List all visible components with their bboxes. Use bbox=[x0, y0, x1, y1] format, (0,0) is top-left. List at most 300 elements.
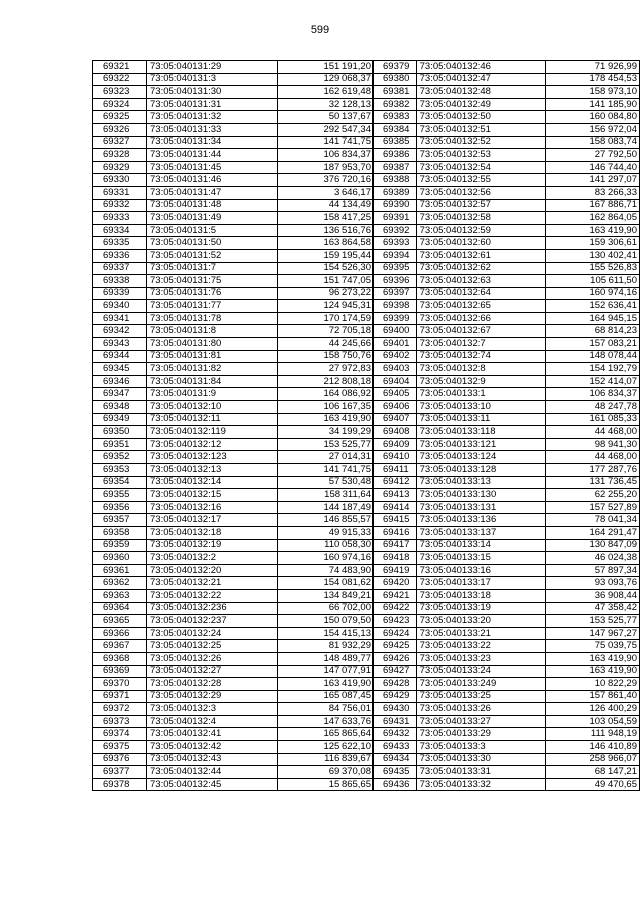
value-cell: 163 864,58 bbox=[278, 237, 374, 250]
cadastral-number-cell: 73:05:040132:24 bbox=[147, 627, 278, 640]
value-cell: 15 865,65 bbox=[278, 778, 374, 791]
row-number-cell: 69412 bbox=[373, 476, 417, 489]
row-number-cell: 69346 bbox=[93, 375, 147, 388]
table-row bbox=[93, 514, 374, 527]
value-cell: 153 525,77 bbox=[278, 438, 374, 451]
cadastral-number-cell: 73:05:040132:58 bbox=[416, 212, 545, 225]
value-cell: 154 526,30 bbox=[278, 262, 374, 275]
cadastral-number-cell: 73:05:040132:53 bbox=[416, 149, 545, 162]
value-cell: 159 195,44 bbox=[278, 249, 374, 262]
row-number-cell: 69431 bbox=[373, 715, 417, 728]
cadastral-number-cell: 73:05:040131:5 bbox=[147, 224, 278, 237]
table-row bbox=[93, 753, 374, 766]
value-cell: 154 415,13 bbox=[278, 627, 374, 640]
row-number-cell: 69404 bbox=[373, 375, 417, 388]
row-number-cell: 69374 bbox=[93, 728, 147, 741]
cadastral-number-cell: 73:05:040131:77 bbox=[147, 300, 278, 313]
table-row bbox=[373, 338, 640, 351]
row-number-cell: 69398 bbox=[373, 300, 417, 313]
row-number-cell: 69386 bbox=[373, 149, 417, 162]
row-number-cell: 69356 bbox=[93, 501, 147, 514]
row-number-cell: 69339 bbox=[93, 287, 147, 300]
row-number-cell: 69344 bbox=[93, 350, 147, 363]
cadastral-number-cell: 73:05:040132:237 bbox=[147, 615, 278, 628]
cadastral-number-cell: 73:05:040132:26 bbox=[147, 652, 278, 665]
cadastral-number-cell: 73:05:040133:17 bbox=[416, 577, 545, 590]
cadastral-number-cell: 73:05:040133:15 bbox=[416, 552, 545, 565]
value-cell: 129 068,37 bbox=[278, 73, 374, 86]
value-cell: 151 191,20 bbox=[278, 61, 374, 74]
value-cell: 158 311,64 bbox=[278, 489, 374, 502]
value-cell: 72 705,18 bbox=[278, 325, 374, 338]
cadastral-number-cell: 73:05:040133:20 bbox=[416, 615, 545, 628]
value-cell: 164 086,92 bbox=[278, 388, 374, 401]
row-number-cell: 69362 bbox=[93, 577, 147, 590]
value-cell: 69 370,08 bbox=[278, 766, 374, 779]
value-cell: 153 525,77 bbox=[545, 615, 639, 628]
row-number-cell: 69340 bbox=[93, 300, 147, 313]
table-row bbox=[93, 73, 374, 86]
table-row bbox=[93, 136, 374, 149]
row-number-cell: 69402 bbox=[373, 350, 417, 363]
value-cell: 162 619,48 bbox=[278, 86, 374, 99]
table-row bbox=[93, 652, 374, 665]
table-row bbox=[373, 526, 640, 539]
cadastral-number-cell: 73:05:040132:9 bbox=[416, 375, 545, 388]
row-number-cell: 69352 bbox=[93, 451, 147, 464]
table-row bbox=[373, 438, 640, 451]
row-number-cell: 69324 bbox=[93, 98, 147, 111]
table-row bbox=[93, 703, 374, 716]
row-number-cell: 69335 bbox=[93, 237, 147, 250]
row-number-cell: 69420 bbox=[373, 577, 417, 590]
table-row bbox=[373, 61, 640, 74]
cadastral-number-cell: 73:05:040132:4 bbox=[147, 715, 278, 728]
row-number-cell: 69429 bbox=[373, 690, 417, 703]
cadastral-number-cell: 73:05:040131:48 bbox=[147, 199, 278, 212]
table-row bbox=[93, 149, 374, 162]
cadastral-number-cell: 73:05:040132:29 bbox=[147, 690, 278, 703]
value-cell: 163 419,90 bbox=[545, 665, 639, 678]
cadastral-number-cell: 73:05:040132:2 bbox=[147, 552, 278, 565]
cadastral-number-cell: 73:05:040132:7 bbox=[416, 338, 545, 351]
row-number-cell: 69378 bbox=[93, 778, 147, 791]
cadastral-number-cell: 73:05:040133:22 bbox=[416, 640, 545, 653]
table-row bbox=[373, 766, 640, 779]
cadastral-number-cell: 73:05:040131:32 bbox=[147, 111, 278, 124]
cadastral-number-cell: 73:05:040131:29 bbox=[147, 61, 278, 74]
table-row bbox=[93, 678, 374, 691]
cadastral-number-cell: 73:05:040133:32 bbox=[416, 778, 545, 791]
table-row bbox=[373, 123, 640, 136]
value-cell: 83 266,33 bbox=[545, 186, 639, 199]
table-row bbox=[373, 451, 640, 464]
cadastral-number-cell: 73:05:040132:22 bbox=[147, 589, 278, 602]
table-row bbox=[93, 388, 374, 401]
row-number-cell: 69400 bbox=[373, 325, 417, 338]
cadastral-number-cell: 73:05:040133:27 bbox=[416, 715, 545, 728]
value-cell: 27 792,50 bbox=[545, 149, 639, 162]
cadastral-number-cell: 73:05:040131:78 bbox=[147, 312, 278, 325]
value-cell: 170 174,59 bbox=[278, 312, 374, 325]
value-cell: 105 611,50 bbox=[545, 275, 639, 288]
value-cell: 292 547,34 bbox=[278, 123, 374, 136]
value-cell: 32 128,13 bbox=[278, 98, 374, 111]
table-row bbox=[373, 388, 640, 401]
table-row bbox=[93, 199, 374, 212]
value-cell: 151 747,05 bbox=[278, 275, 374, 288]
table-row bbox=[93, 426, 374, 439]
value-cell: 164 945,15 bbox=[545, 312, 639, 325]
table-row bbox=[373, 602, 640, 615]
table-row bbox=[373, 287, 640, 300]
table-row bbox=[93, 325, 374, 338]
cadastral-number-cell: 73:05:040132:52 bbox=[416, 136, 545, 149]
row-number-cell: 69338 bbox=[93, 275, 147, 288]
row-number-cell: 69422 bbox=[373, 602, 417, 615]
table-row bbox=[373, 199, 640, 212]
table-row bbox=[93, 715, 374, 728]
row-number-cell: 69410 bbox=[373, 451, 417, 464]
value-cell: 146 744,40 bbox=[545, 161, 639, 174]
table-row bbox=[373, 564, 640, 577]
cadastral-number-cell: 73:05:040131:7 bbox=[147, 262, 278, 275]
table-row bbox=[93, 401, 374, 414]
cadastral-number-cell: 73:05:040131:46 bbox=[147, 174, 278, 187]
table-row bbox=[93, 111, 374, 124]
row-number-cell: 69432 bbox=[373, 728, 417, 741]
value-cell: 136 516,76 bbox=[278, 224, 374, 237]
table-row bbox=[93, 350, 374, 363]
cadastral-number-cell: 73:05:040132:63 bbox=[416, 275, 545, 288]
value-cell: 161 085,33 bbox=[545, 413, 639, 426]
value-cell: 159 306,61 bbox=[545, 237, 639, 250]
cadastral-number-cell: 73:05:040132:65 bbox=[416, 300, 545, 313]
row-number-cell: 69401 bbox=[373, 338, 417, 351]
row-number-cell: 69354 bbox=[93, 476, 147, 489]
value-cell: 71 926,99 bbox=[545, 61, 639, 74]
cadastral-number-cell: 73:05:040131:9 bbox=[147, 388, 278, 401]
cadastral-number-cell: 73:05:040133:131 bbox=[416, 501, 545, 514]
row-number-cell: 69357 bbox=[93, 514, 147, 527]
value-cell: 167 886,71 bbox=[545, 199, 639, 212]
table-row bbox=[93, 186, 374, 199]
cadastral-number-cell: 73:05:040132:44 bbox=[147, 766, 278, 779]
cadastral-number-cell: 73:05:040132:14 bbox=[147, 476, 278, 489]
left-cadastral-table bbox=[92, 60, 374, 791]
row-number-cell: 69323 bbox=[93, 86, 147, 99]
cadastral-number-cell: 73:05:040132:16 bbox=[147, 501, 278, 514]
row-number-cell: 69435 bbox=[373, 766, 417, 779]
cadastral-number-cell: 73:05:040133:137 bbox=[416, 526, 545, 539]
table-row bbox=[93, 375, 374, 388]
value-cell: 44 468,00 bbox=[545, 426, 639, 439]
value-cell: 78 041,34 bbox=[545, 514, 639, 527]
row-number-cell: 69334 bbox=[93, 224, 147, 237]
cadastral-number-cell: 73:05:040132:12 bbox=[147, 438, 278, 451]
row-number-cell: 69415 bbox=[373, 514, 417, 527]
table-row bbox=[93, 174, 374, 187]
row-number-cell: 69371 bbox=[93, 690, 147, 703]
value-cell: 141 741,75 bbox=[278, 464, 374, 477]
value-cell: 49 470,65 bbox=[545, 778, 639, 791]
row-number-cell: 69434 bbox=[373, 753, 417, 766]
value-cell: 141 185,90 bbox=[545, 98, 639, 111]
value-cell: 84 756,01 bbox=[278, 703, 374, 716]
value-cell: 57 897,34 bbox=[545, 564, 639, 577]
row-number-cell: 69407 bbox=[373, 413, 417, 426]
cadastral-number-cell: 73:05:040132:21 bbox=[147, 577, 278, 590]
value-cell: 158 750,76 bbox=[278, 350, 374, 363]
row-number-cell: 69375 bbox=[93, 741, 147, 754]
cadastral-number-cell: 73:05:040133:14 bbox=[416, 539, 545, 552]
row-number-cell: 69365 bbox=[93, 615, 147, 628]
row-number-cell: 69342 bbox=[93, 325, 147, 338]
value-cell: 157 527,89 bbox=[545, 501, 639, 514]
table-row bbox=[93, 300, 374, 313]
table-row bbox=[373, 375, 640, 388]
table-row bbox=[93, 161, 374, 174]
row-number-cell: 69417 bbox=[373, 539, 417, 552]
table-row bbox=[93, 338, 374, 351]
row-number-cell: 69370 bbox=[93, 678, 147, 691]
row-number-cell: 69423 bbox=[373, 615, 417, 628]
value-cell: 93 093,76 bbox=[545, 577, 639, 590]
table-row bbox=[373, 249, 640, 262]
cadastral-number-cell: 73:05:040132:47 bbox=[416, 73, 545, 86]
row-number-cell: 69392 bbox=[373, 224, 417, 237]
table-row bbox=[373, 552, 640, 565]
cadastral-number-cell: 73:05:040133:124 bbox=[416, 451, 545, 464]
value-cell: 160 974,16 bbox=[278, 552, 374, 565]
row-number-cell: 69332 bbox=[93, 199, 147, 212]
row-number-cell: 69395 bbox=[373, 262, 417, 275]
value-cell: 106 167,35 bbox=[278, 401, 374, 414]
cadastral-number-cell: 73:05:040132:59 bbox=[416, 224, 545, 237]
value-cell: 110 058,30 bbox=[278, 539, 374, 552]
cadastral-number-cell: 73:05:040132:46 bbox=[416, 61, 545, 74]
value-cell: 148 078,44 bbox=[545, 350, 639, 363]
row-number-cell: 69360 bbox=[93, 552, 147, 565]
value-cell: 134 849,21 bbox=[278, 589, 374, 602]
table-row bbox=[373, 703, 640, 716]
value-cell: 106 834,37 bbox=[545, 388, 639, 401]
table-row bbox=[93, 489, 374, 502]
table-row bbox=[373, 690, 640, 703]
row-number-cell: 69394 bbox=[373, 249, 417, 262]
row-number-cell: 69424 bbox=[373, 627, 417, 640]
value-cell: 62 255,20 bbox=[545, 489, 639, 502]
table-row bbox=[93, 552, 374, 565]
table-row bbox=[373, 174, 640, 187]
value-cell: 27 014,31 bbox=[278, 451, 374, 464]
table-row bbox=[93, 224, 374, 237]
row-number-cell: 69343 bbox=[93, 338, 147, 351]
row-number-cell: 69384 bbox=[373, 123, 417, 136]
value-cell: 165 087,45 bbox=[278, 690, 374, 703]
row-number-cell: 69399 bbox=[373, 312, 417, 325]
row-number-cell: 69347 bbox=[93, 388, 147, 401]
table-row bbox=[93, 476, 374, 489]
value-cell: 152 636,41 bbox=[545, 300, 639, 313]
table-row bbox=[373, 778, 640, 791]
value-cell: 147 967,27 bbox=[545, 627, 639, 640]
cadastral-number-cell: 73:05:040131:82 bbox=[147, 363, 278, 376]
cadastral-number-cell: 73:05:040133:118 bbox=[416, 426, 545, 439]
row-number-cell: 69385 bbox=[373, 136, 417, 149]
value-cell: 212 808,18 bbox=[278, 375, 374, 388]
cadastral-number-cell: 73:05:040132:62 bbox=[416, 262, 545, 275]
cadastral-number-cell: 73:05:040133:25 bbox=[416, 690, 545, 703]
page-number: 599 bbox=[310, 24, 330, 36]
cadastral-number-cell: 73:05:040132:18 bbox=[147, 526, 278, 539]
cadastral-number-cell: 73:05:040132:13 bbox=[147, 464, 278, 477]
value-cell: 162 864,05 bbox=[545, 212, 639, 225]
row-number-cell: 69358 bbox=[93, 526, 147, 539]
table-row bbox=[93, 690, 374, 703]
value-cell: 146 410,89 bbox=[545, 741, 639, 754]
table-row bbox=[373, 501, 640, 514]
row-number-cell: 69331 bbox=[93, 186, 147, 199]
row-number-cell: 69337 bbox=[93, 262, 147, 275]
cadastral-number-cell: 73:05:040132:64 bbox=[416, 287, 545, 300]
cadastral-number-cell: 73:05:040132:3 bbox=[147, 703, 278, 716]
table-row bbox=[373, 678, 640, 691]
row-number-cell: 69428 bbox=[373, 678, 417, 691]
row-number-cell: 69425 bbox=[373, 640, 417, 653]
value-cell: 47 358,42 bbox=[545, 602, 639, 615]
table-row bbox=[373, 224, 640, 237]
cadastral-number-cell: 73:05:040133:3 bbox=[416, 741, 545, 754]
table-row bbox=[93, 275, 374, 288]
row-number-cell: 69416 bbox=[373, 526, 417, 539]
row-number-cell: 69403 bbox=[373, 363, 417, 376]
value-cell: 68 147,21 bbox=[545, 766, 639, 779]
row-number-cell: 69380 bbox=[373, 73, 417, 86]
value-cell: 376 720,16 bbox=[278, 174, 374, 187]
value-cell: 106 834,37 bbox=[278, 149, 374, 162]
row-number-cell: 69369 bbox=[93, 665, 147, 678]
row-number-cell: 69418 bbox=[373, 552, 417, 565]
table-row bbox=[373, 539, 640, 552]
row-number-cell: 69321 bbox=[93, 61, 147, 74]
cadastral-number-cell: 73:05:040132:54 bbox=[416, 161, 545, 174]
cadastral-number-cell: 73:05:040131:31 bbox=[147, 98, 278, 111]
row-number-cell: 69333 bbox=[93, 212, 147, 225]
value-cell: 57 530,48 bbox=[278, 476, 374, 489]
value-cell: 158 083,74 bbox=[545, 136, 639, 149]
table-row bbox=[373, 489, 640, 502]
value-cell: 130 402,41 bbox=[545, 249, 639, 262]
row-number-cell: 69350 bbox=[93, 426, 147, 439]
table-row bbox=[93, 778, 374, 791]
table-row bbox=[93, 237, 374, 250]
table-row bbox=[93, 363, 374, 376]
cadastral-number-cell: 73:05:040133:11 bbox=[416, 413, 545, 426]
row-number-cell: 69430 bbox=[373, 703, 417, 716]
cadastral-number-cell: 73:05:040132:74 bbox=[416, 350, 545, 363]
row-number-cell: 69383 bbox=[373, 111, 417, 124]
row-number-cell: 69377 bbox=[93, 766, 147, 779]
value-cell: 163 419,90 bbox=[278, 678, 374, 691]
table-row bbox=[93, 602, 374, 615]
value-cell: 160 974,16 bbox=[545, 287, 639, 300]
table-row bbox=[93, 627, 374, 640]
row-number-cell: 69421 bbox=[373, 589, 417, 602]
cadastral-number-cell: 73:05:040132:41 bbox=[147, 728, 278, 741]
table-row bbox=[373, 161, 640, 174]
table-row bbox=[373, 149, 640, 162]
row-number-cell: 69376 bbox=[93, 753, 147, 766]
value-cell: 27 972,83 bbox=[278, 363, 374, 376]
row-number-cell: 69366 bbox=[93, 627, 147, 640]
cadastral-number-cell: 73:05:040132:236 bbox=[147, 602, 278, 615]
row-number-cell: 69379 bbox=[373, 61, 417, 74]
table-row bbox=[373, 476, 640, 489]
cadastral-number-cell: 73:05:040132:51 bbox=[416, 123, 545, 136]
table-row bbox=[93, 577, 374, 590]
table-row bbox=[373, 136, 640, 149]
row-number-cell: 69372 bbox=[93, 703, 147, 716]
cadastral-number-cell: 73:05:040133:18 bbox=[416, 589, 545, 602]
row-number-cell: 69322 bbox=[93, 73, 147, 86]
cadastral-number-cell: 73:05:040131:76 bbox=[147, 287, 278, 300]
cadastral-number-cell: 73:05:040132:56 bbox=[416, 186, 545, 199]
row-number-cell: 69353 bbox=[93, 464, 147, 477]
cadastral-number-cell: 73:05:040132:11 bbox=[147, 413, 278, 426]
value-cell: 44 468,00 bbox=[545, 451, 639, 464]
table-row bbox=[373, 715, 640, 728]
table-row bbox=[373, 401, 640, 414]
table-row bbox=[93, 212, 374, 225]
table-row bbox=[373, 728, 640, 741]
cadastral-number-cell: 73:05:040133:30 bbox=[416, 753, 545, 766]
table-row bbox=[93, 766, 374, 779]
table-row bbox=[93, 589, 374, 602]
value-cell: 178 454,53 bbox=[545, 73, 639, 86]
value-cell: 152 414,07 bbox=[545, 375, 639, 388]
cadastral-number-cell: 73:05:040131:52 bbox=[147, 249, 278, 262]
cadastral-number-cell: 73:05:040131:75 bbox=[147, 275, 278, 288]
cadastral-number-cell: 73:05:040132:15 bbox=[147, 489, 278, 502]
cadastral-number-cell: 73:05:040131:45 bbox=[147, 161, 278, 174]
value-cell: 158 417,25 bbox=[278, 212, 374, 225]
row-number-cell: 69359 bbox=[93, 539, 147, 552]
cadastral-number-cell: 73:05:040132:119 bbox=[147, 426, 278, 439]
cadastral-number-cell: 73:05:040133:21 bbox=[416, 627, 545, 640]
value-cell: 96 273,22 bbox=[278, 287, 374, 300]
cadastral-number-cell: 73:05:040131:84 bbox=[147, 375, 278, 388]
table-row bbox=[373, 589, 640, 602]
row-number-cell: 69409 bbox=[373, 438, 417, 451]
row-number-cell: 69419 bbox=[373, 564, 417, 577]
table-row bbox=[373, 652, 640, 665]
row-number-cell: 69325 bbox=[93, 111, 147, 124]
table-row bbox=[373, 665, 640, 678]
cadastral-number-cell: 73:05:040133:13 bbox=[416, 476, 545, 489]
cadastral-number-cell: 73:05:040132:123 bbox=[147, 451, 278, 464]
table-row bbox=[373, 753, 640, 766]
value-cell: 141 297,07 bbox=[545, 174, 639, 187]
value-cell: 154 192,79 bbox=[545, 363, 639, 376]
table-row bbox=[93, 86, 374, 99]
cadastral-number-cell: 73:05:040131:30 bbox=[147, 86, 278, 99]
table-row bbox=[93, 564, 374, 577]
value-cell: 68 814,23 bbox=[545, 325, 639, 338]
row-number-cell: 69393 bbox=[373, 237, 417, 250]
row-number-cell: 69436 bbox=[373, 778, 417, 791]
value-cell: 144 187,49 bbox=[278, 501, 374, 514]
